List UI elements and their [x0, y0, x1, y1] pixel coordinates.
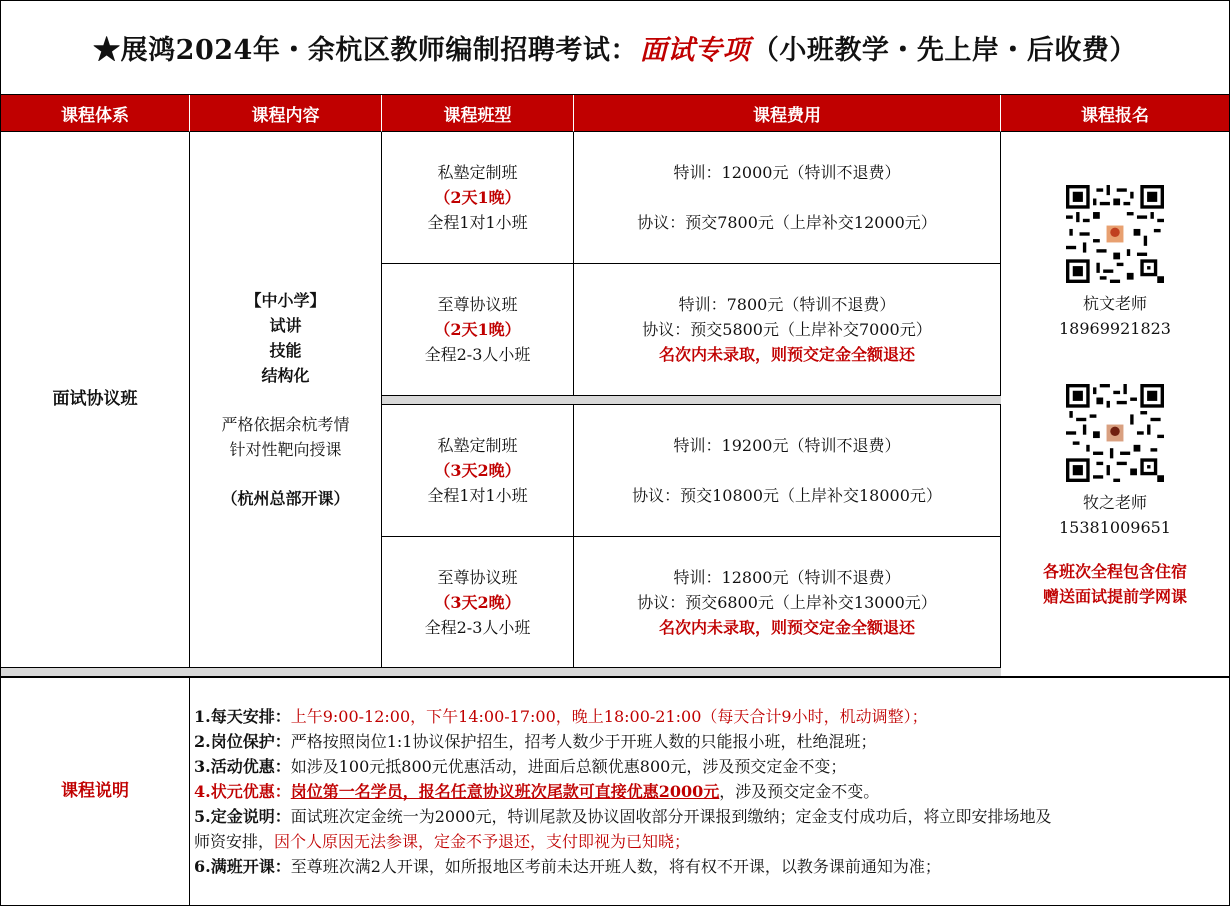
class-name: 至尊协议班 [437, 295, 518, 314]
system-name: 面试协议班 [52, 389, 138, 409]
notes-label: 课程说明 [61, 781, 129, 801]
note-text: 因个人原因无法参课，定金不予退还，支付即视为已知晓； [274, 832, 691, 851]
note-key: 1.每天安排： [194, 707, 291, 726]
note-key: 3.活动优惠： [194, 757, 291, 776]
signup-note-accommodation: 各班次全程包含住宿 [1042, 562, 1187, 581]
section-separator [1, 667, 1001, 677]
fee-train: 特训：19200元（特训不退费） [673, 436, 901, 455]
class-duration: （2天1晚） [434, 188, 521, 207]
contact-phone[interactable]: 18969921823 [1059, 319, 1171, 338]
title-suffix: （小班教学・先上岸・后收费） [751, 35, 1137, 66]
note-text: 至尊班次满2人开课，如所报地区考前未达开班人数，将有权不开课，以教务课前通知为准； [290, 857, 941, 876]
content-desc-1: 严格依据余杭考情 [221, 415, 350, 434]
qr-code-icon[interactable] [1066, 384, 1164, 482]
note-line [194, 704, 1229, 729]
class-size: 全程1对1小班 [427, 213, 528, 232]
note-text: ，涉及预交定金不变。 [719, 782, 880, 801]
contact-phone[interactable]: 15381009651 [1059, 518, 1171, 537]
note-text: 面试班次定金统一为2000元，特训尾款及协议固收部分开课报到缴纳；定金支付成功后，将立即安排场地及 [290, 807, 1052, 826]
class-name: 私塾定制班 [437, 163, 518, 182]
class-type-cell [382, 405, 574, 537]
fee-refund: 名次内未录取，则预交定金全额退还 [658, 617, 915, 637]
class-size: 全程1对1小班 [427, 486, 528, 505]
note-key: 2.岗位保护： [194, 732, 291, 751]
note-key: 5.定金说明： [194, 807, 291, 826]
row-separator [382, 395, 1001, 405]
fee-refund: 名次内未录取，则预交定金全额退还 [658, 345, 915, 364]
content-item-skill: 技能 [269, 341, 302, 360]
title-prefix: ★展鸿2024年・余杭区教师编制招聘考试： [93, 35, 638, 66]
class-type-cell [382, 132, 574, 264]
fee-agree: 协议：预交6800元（上岸补交13000元） [637, 592, 937, 612]
qr-code-icon[interactable] [1066, 185, 1164, 283]
note-text: 师资安排， [194, 832, 275, 851]
content-location: （杭州总部开课） [221, 489, 350, 508]
note-text: 岗位第一名学员，报名任意协议班次尾款可直接优惠2000元 [290, 782, 720, 801]
note-line [194, 754, 1229, 779]
class-duration: （3天2晚） [434, 461, 521, 480]
content-item-lecture: 试讲 [269, 316, 302, 335]
fee-agree: 协议：预交7800元（上岸补交12000元） [637, 213, 937, 232]
fee-train: 特训：12000元（特训不退费） [673, 163, 901, 182]
contact-name: 杭文老师 [1082, 294, 1147, 313]
note-line [194, 854, 1229, 879]
header-signup: 课程报名 [1001, 95, 1229, 132]
note-line [194, 779, 1229, 804]
contact-name: 牧之老师 [1082, 493, 1147, 512]
note-key: 6.满班开课： [194, 857, 291, 876]
fee-train: 特训：7800元（特训不退费） [678, 295, 896, 314]
note-key: 4.状元优惠： [194, 782, 291, 801]
note-text: 严格按照岗位1:1协议保护招生，招考人数少于开班人数的只能报小班，杜绝混班； [290, 732, 877, 751]
fee-agree: 协议：预交10800元（上岸补交18000元） [632, 486, 942, 505]
class-duration: （3天2晚） [434, 592, 521, 612]
signup-cell [1001, 132, 1229, 677]
notes-label-cell [1, 677, 190, 905]
note-line [194, 804, 1229, 829]
header-fee: 课程费用 [574, 95, 1001, 132]
header-content: 课程内容 [190, 95, 382, 132]
class-size: 全程2-3人小班 [424, 345, 531, 364]
class-name: 私塾定制班 [437, 436, 518, 455]
content-desc-2: 针对性靶向授课 [229, 440, 342, 459]
page-title [1, 1, 1229, 95]
class-duration: （2天1晚） [434, 320, 521, 339]
class-type-cell [382, 264, 574, 396]
signup-note-online-course: 赠送面试提前学网课 [1042, 587, 1187, 606]
content-cell [190, 132, 382, 668]
content-item-structured: 结构化 [261, 366, 310, 385]
class-fee-cell [574, 405, 1001, 537]
header-system: 课程体系 [1, 95, 190, 132]
fee-train: 特训：12800元（特训不退费） [673, 567, 901, 587]
content-stage: 【中小学】 [245, 291, 326, 310]
note-line [194, 729, 1229, 754]
class-type-cell [382, 537, 574, 668]
title-highlight: 面试专项 [639, 35, 750, 66]
class-size: 全程2-3人小班 [424, 617, 531, 637]
header-class-type: 课程班型 [382, 95, 574, 132]
note-text: 如涉及100元抵800元优惠活动，进面后总额优惠800元，涉及预交定金不变； [290, 757, 847, 776]
class-name: 至尊协议班 [437, 567, 518, 587]
note-line [194, 829, 1229, 854]
fee-agree: 协议：预交5800元（上岸补交7000元） [642, 320, 932, 339]
class-fee-cell [574, 537, 1001, 668]
notes-cell [190, 677, 1229, 905]
class-fee-cell [574, 264, 1001, 396]
class-fee-cell [574, 132, 1001, 264]
system-cell [1, 132, 190, 668]
note-text: 上午9:00-12:00，下午14:00-17:00，晚上18:00-21:00（每天合计9小时，机动调整）； [290, 707, 928, 726]
